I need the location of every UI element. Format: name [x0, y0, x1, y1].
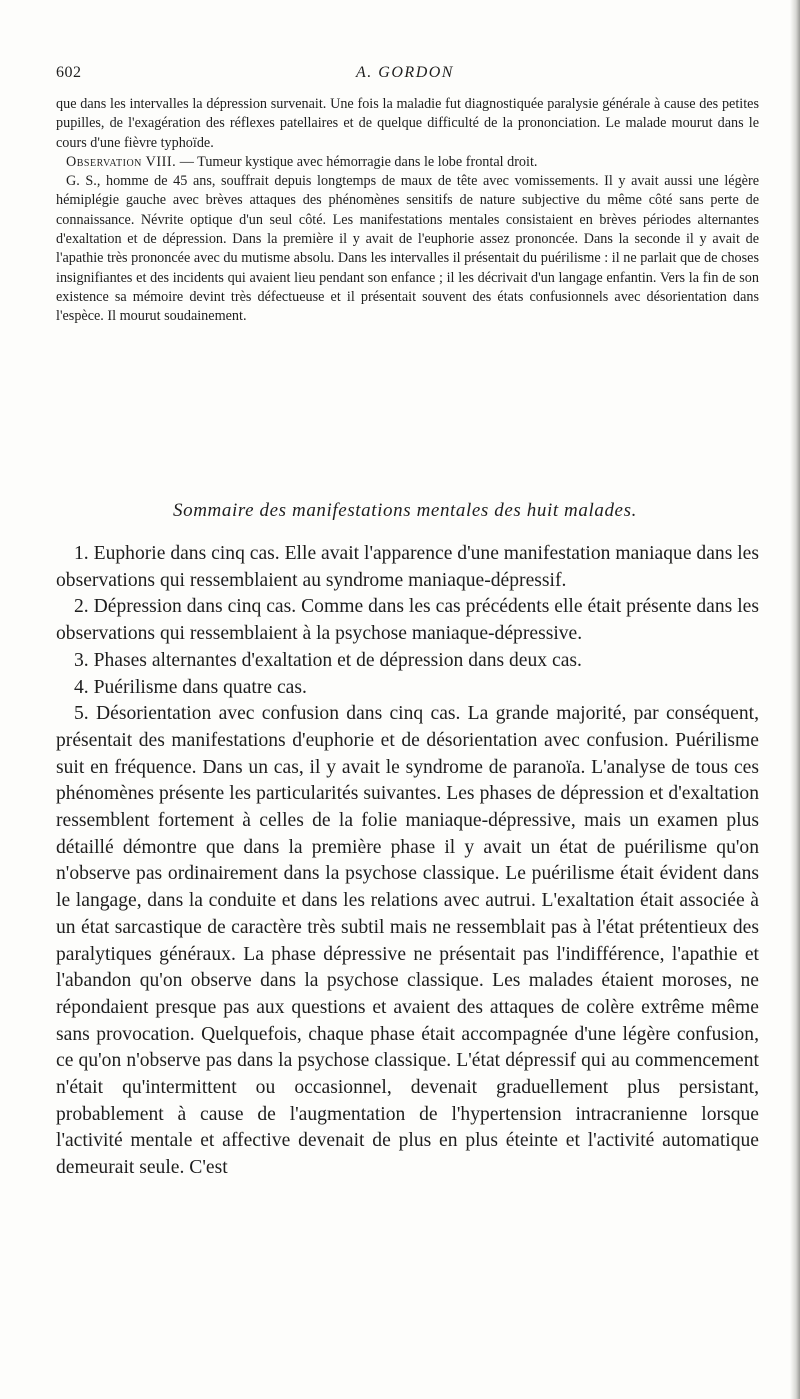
observation-dash: —: [176, 153, 198, 170]
summary-item: 3. Phases alternantes d'exaltation et de dépression dans deux cas.: [74, 649, 582, 671]
summary-item: 5. Désorientation avec confusion dans cinq cas. La grande majorité, par conséquent, présentait des manifestations d'euphorie et de désorientation avec confusion. Puérilisme suit en fréquence. Dans un cas, il y avait le syndrome de paranoïa. L'analyse de tous ces phénomènes présente les particularités suivantes. Les phases de dépression et d'exaltation ressemblent fortement à celles de la folie maniaque-dépressive, mais un examen plus détaillé démontre que dans la première phase il y avait un état de puérilisme qu'on n'observe pas ordinairement dans la psychose classique. Le puérilisme était évident dans le langage, dans la conduite et dans les relations avec autrui. L'exaltation était associée à un état sarcastique de caractère très subtil mais ne ressemblait pas à l'état prétentieux des paralytiques généraux. La phase dépressive ne présentait pas l'indifférence, l'apathie et l'abandon qu'on observe dans la psychose classique. Les malades étaient moroses, ne répondaient presque pas aux questions et avaient des attaques de colère extrême même sans provocation. Quelquefois, chaque phase était accompagnée d'une légère confusion, ce qu'on n'observe pas dans la psychose classique. L'état dépressif qui au commencement n'était qu'intermittent ou occasionnel, devenait graduellement plus persistant, probablement à cause de l'augmentation de l'hypertension intracranienne lorsque l'activité mentale et affective devenait de plus en plus éteinte et l'activité automatique demeurait seule. C'est: [56, 703, 759, 1179]
observation-block: [56, 95, 759, 327]
summary-item: 2. Dépression dans cinq cas. Comme dans les cas précédents elle était présente dans les observations qui ressemblaient à la psychose maniaque-dépressive.: [56, 596, 759, 645]
page-edge-shadow: [790, 0, 800, 1399]
summary-list: [56, 541, 759, 1182]
observation-label: Observation VIII.: [66, 153, 177, 170]
observation-body: G. S., homme de 45 ans, souffrait depuis longtemps de maux de tête avec vomissements. Il y avait aussi une légère hémiplégie gauche avec brèves attaques des phénomènes sensitifs de nature subjective du même côté sans perte de connaissance. Névrite optique d'un seul côté. Les manifestations mentales consistaient en brèves périodes alternantes d'exaltation et de dépression. Dans la première il y avait de l'euphorie assez prononcée. Dans la seconde il y avait de l'apathie très prononcée avec du mutisme absolu. Dans les intervalles il présentait du puérilisme : il ne parlait que de choses insignifiantes et des incidents qui avaient lieu pendant son enfance ; il les décrivait d'un langage enfantin. Vers la fin de son existence sa mémoire devint très défectueuse et il présentait souvent des états confusionnels avec désorientation dans l'espèce. Il mourut soudainement.: [56, 173, 759, 325]
observation-heading: [56, 153, 759, 172]
intro-paragraph: que dans les intervalles la dépression survenait. Une fois la maladie fut diagnostiquée paralysie générale à cause des petites pupilles, de l'exagération des réflexes patellaires et de quelque difficulté de la prononciation. Le malade mourut dans le cours d'une fièvre typhoïde.: [56, 96, 759, 151]
summary-item: 1. Euphorie dans cinq cas. Elle avait l'apparence d'une manifestation maniaque dans les observations qui ressemblaient au syndrome maniaque-dépressif.: [56, 543, 759, 591]
observation-title: Tumeur kystique avec hémorragie dans le lobe frontal droit.: [197, 153, 538, 170]
page-number: 602: [56, 64, 82, 81]
page-header: [56, 64, 754, 86]
running-head: A. GORDON: [356, 64, 454, 81]
section-title: Sommaire des manifestations mentales des huit malades.: [173, 500, 637, 521]
summary-item: 4. Puérilisme dans quatre cas.: [74, 676, 307, 698]
